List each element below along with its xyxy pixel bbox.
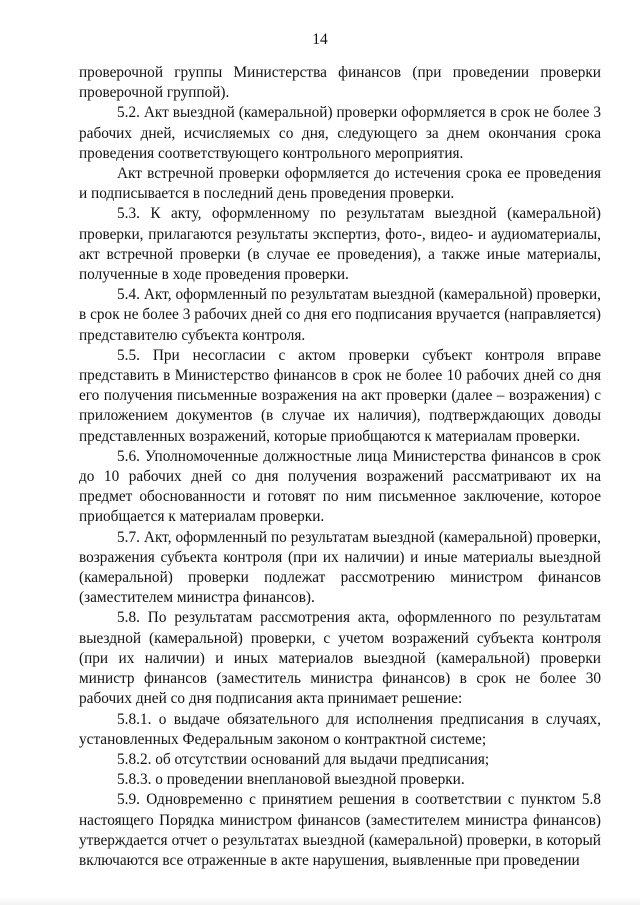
page-number: 14 — [312, 31, 328, 48]
paragraph-5-5: 5.5. При несогласии с актом проверки субъект контроля вправе представить в Министерство финансов в срок не более 10 рабочих дней со дня его получения письменные возражения на акт проверки (далее – возражения) с приложением документов (в случае их наличия), подтверждающих доводы представленных возражений, которые приобщаются к материалам проверки. — [79, 346, 601, 445]
paragraph-5-8: 5.8. По результатам рассмотрения акта, оформленного по результатам выездной (камеральной) проверки, с учетом возражений субъекта контроля (при их наличии) и иных материалов выездной (камеральной) проверки министр финансов (заместитель министра финансов) в срок не более 30 рабочих дней со дня подписания акта принимает решение: — [79, 609, 601, 708]
scan-edge — [0, 897, 640, 905]
paragraph-5-8-3: 5.8.3. о проведении внеплановой выездной проверки. — [117, 771, 465, 789]
paragraph-5-3: 5.3. К акту, оформленному по результатам выездной (камеральной) проверки, прилагаются результаты экспертиз, фото-, видео- и аудиоматериалы, акт встречной проверки (в случае ее проведения), а также иные материалы, полученные в ходе проведения проверки. — [79, 205, 601, 284]
paragraph-5-7: 5.7. Акт, оформленный по результатам выездной (камеральной) проверки, возражения субъекта контроля (при их наличии) и иные материалы выездной (камеральной) проверки подлежат рассмотрению министром финансов (заместителем министра финансов). — [79, 528, 601, 607]
paragraph-5-6: 5.6. Уполномоченные должностные лица Министерства финансов в срок до 10 рабочих дней со дня получения возражений рассматривают их на предмет обоснованности и готовят по ним письменное заключение, которое приобщается к материалам проверки. — [79, 447, 601, 526]
paragraph-counter-check-act: Акт встречной проверки оформляется до истечения срока ее проведения и подписывается в последний день проведения проверки. — [79, 165, 601, 203]
paragraph-5-4: 5.4. Акт, оформленный по результатам выездной (камеральной) проверки, в срок не более 3 рабочих дней со дня его подписания вручается (направляется) представителю субъекта контроля. — [79, 286, 601, 344]
document-body — [79, 63, 601, 871]
paragraph-continuation: проверочной группы Министерства финансов (при проведении проверки проверочной группой). — [79, 64, 601, 102]
paragraph-5-8-1: 5.8.1. о выдаче обязательного для исполнения предписания в случаях, установленных Федеральным законом о контрактной системе; — [79, 710, 601, 748]
paragraph-5-9: 5.9. Одновременно с принятием решения в соответствии с пунктом 5.8 настоящего Порядка министром финансов (заместителем министра финансов) утверждается отчет о результатах выездной (камеральной) проверки, в который включаются все отраженные в акте нарушения, выявленные при проведении — [79, 791, 601, 869]
paragraph-5-8-2: 5.8.2. об отсутствии оснований для выдачи предписания; — [117, 750, 490, 768]
paragraph-5-2: 5.2. Акт выездной (камеральной) проверки оформляется в срок не более 3 рабочих дней, исчисляемых со дня, следующего за днем окончания срока проведения соответствующего контрольного мероприятия. — [79, 104, 601, 162]
